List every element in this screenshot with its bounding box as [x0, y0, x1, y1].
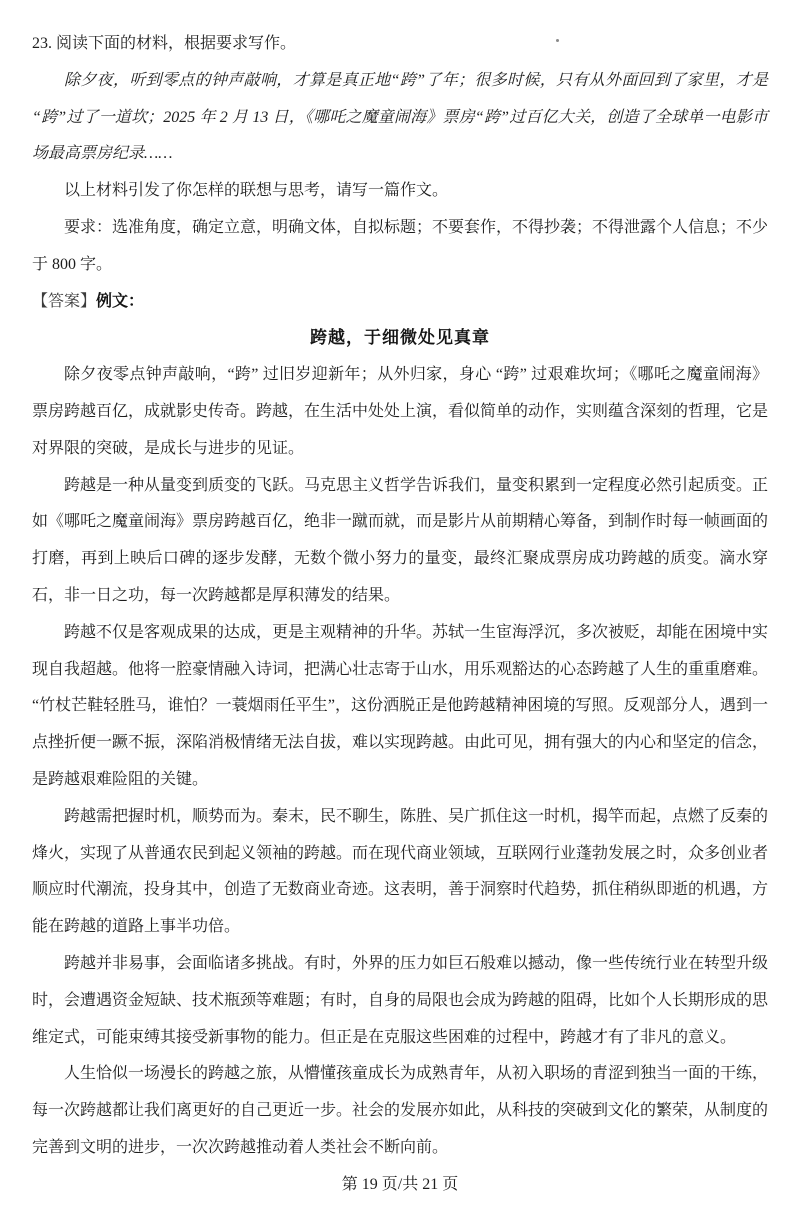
essay-paragraph-1: 除夕夜零点钟声敲响，“跨” 过旧岁迎新年；从外归家，身心 “跨” 过艰难坎坷；《哪吒之魔童闹海》票房跨越百亿，成就影史传奇。跨越，在生活中处处上演，看似简单的动作，实则蕴含深刻的哲理，它是对界限的突破，是成长与进步的见证。	[32, 366, 769, 457]
answer-sublabel: 例文：	[96, 292, 145, 310]
scan-artifact-dot	[556, 39, 559, 42]
question-requirements: 要求：选准角度，确定立意，明确文体，自拟标题；不要套作，不得抄袭；不得泄露个人信息；不少于 800 字。	[32, 218, 769, 273]
essay-paragraph-2: 跨越是一种从量变到质变的飞跃。马克思主义哲学告诉我们，量变积累到一定程度必然引起质变。正如《哪吒之魔童闹海》票房跨越百亿，绝非一蹴而就，而是影片从前期精心筹备，到制作时每一帧画面的打磨，再到上映后口碑的逐步发酵，无数个微小努力的量变，最终汇聚成票房成功跨越的质变。滴水穿石，非一日之功，每一次跨越都是厚积薄发的结果。	[32, 476, 769, 604]
question-task: 以上材料引发了你怎样的联想与思考，请写一篇作文。	[64, 182, 449, 200]
essay-paragraph-5: 跨越并非易事，会面临诸多挑战。有时，外界的压力如巨石般难以撼动，像一些传统行业在转型升级时，会遭遇资金短缺、技术瓶颈等难题；有时，自身的局限也会成为跨越的阻碍，比如个人长期形成的思维定式，可能束缚其接受新事物的能力。但正是在克服这些困难的过程中，跨越才有了非凡的意义。	[32, 954, 769, 1046]
essay-paragraph-3: 跨越不仅是客观成果的达成，更是主观精神的升华。苏轼一生宦海浮沉，多次被贬，却能在困境中实现自我超越。他将一腔豪情融入诗词，把满心壮志寄于山水，用乐观豁达的心态跨越了人生的重重磨难。“竹杖芒鞋轻胜马，谁怕？一蓑烟雨任平生”，这份洒脱正是他跨越精神困境的写照。反观部分人，遇到一点挫折便一蹶不振，深陷消极情绪无法自拔，难以实现跨越。由此可见，拥有强大的内心和坚定的信念，是跨越艰难险阻的关键。	[32, 623, 769, 788]
page-number-indicator: 第 19 页/共 21 页	[341, 1175, 459, 1193]
answer-label-line	[32, 284, 768, 321]
essay-paragraph-6: 人生恰似一场漫长的跨越之旅，从懵懂孩童成长为成熟青年，从初入职场的青涩到独当一面的干练，每一次跨越都让我们离更好的自己更近一步。社会的发展亦如此，从科技的突破到文化的繁荣，从制度的完善到文明的进步，一次次跨越推动着人类社会不断向前。	[32, 1065, 769, 1156]
question-material: 除夕夜，听到零点的钟声敲响，才算是真正地“跨”了年；很多时候，只有从外面回到了家里，才是“跨”过了一道坎；2025 年 2 月 13 日，《哪吒之魔童闹海》票房“跨”过百亿大关，创造了全球单一电影市场最高票房纪录……	[32, 71, 768, 163]
essay-paragraph-4: 跨越需把握时机，顺势而为。秦末，民不聊生，陈胜、吴广抓住这一时机，揭竿而起，点燃了反秦的烽火，实现了从普通农民到起义领袖的跨越。而在现代商业领域，互联网行业蓬勃发展之时，众多创业者顺应时代潮流，投身其中，创造了无数商业奇迹。这表明，善于洞察时代趋势，抓住稍纵即逝的机遇，方能在跨越的道路上事半功倍。	[32, 807, 769, 936]
answer-label: 【答案】	[32, 292, 97, 310]
essay-title: 跨越，于细微处见真章	[310, 328, 490, 348]
question-heading: 23. 阅读下面的材料，根据要求写作。	[32, 35, 297, 52]
